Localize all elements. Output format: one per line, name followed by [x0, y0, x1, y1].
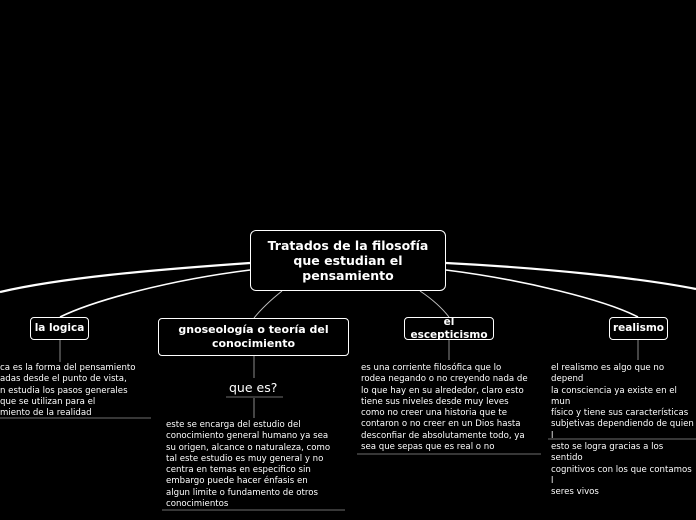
- branch-label-logica: la logica: [34, 322, 85, 334]
- connector-central-escepticismo: [420, 291, 449, 317]
- sub-topic-que-es[interactable]: que es?: [229, 380, 278, 395]
- branch-node-escepticismo[interactable]: [404, 317, 494, 340]
- connector-central-gnoseologia: [254, 291, 282, 318]
- branch-node-realismo[interactable]: [609, 317, 668, 340]
- connector-central-offleft: [0, 263, 250, 292]
- central-topic-node[interactable]: [250, 230, 446, 291]
- branch-label-escepticismo: el escepticismo: [410, 315, 488, 341]
- branch-node-logica[interactable]: [30, 317, 89, 340]
- description-logica: ca es la forma del pensamiento adas desde el punto de vista, n estudia los pasos generales que se utilizan para el miento de la realidad: [0, 363, 136, 419]
- central-topic-title: Tratados de la filosofía que estudian el pensamiento: [267, 238, 429, 283]
- description-realismo: el realismo es algo que no depend la consciencia ya existe en el mun físico y tiene sus características subjetivas dependiendo de quien l esto se logra gracias a los sentido cognitivos con los que contamos l seres vivos: [551, 363, 694, 498]
- branch-label-realismo: realismo: [613, 322, 664, 334]
- branch-label-gnoseologia: gnoseología o teoría del conocimiento: [178, 323, 329, 350]
- description-gnoseologia: este se encarga del estudio del conocimiento general humano ya sea su origen, alcance o naturaleza, como tal este estudio es muy general y no centra en temas en especifico sin embargo puede hacer énfasis en algun limite o fundamento de otros conocimientos: [166, 420, 331, 510]
- branch-node-gnoseologia[interactable]: [158, 318, 349, 356]
- description-escepticismo: es una corriente filosófica que lo rodea negando o no creyendo nada de lo que hay en su alrededor, claro esto tiene sus niveles desde muy leves como no creer una historia que te contaron o no creer en un Dios hasta desconfiar de absolutamente todo, ya sea que sepas que es real o no: [361, 363, 528, 453]
